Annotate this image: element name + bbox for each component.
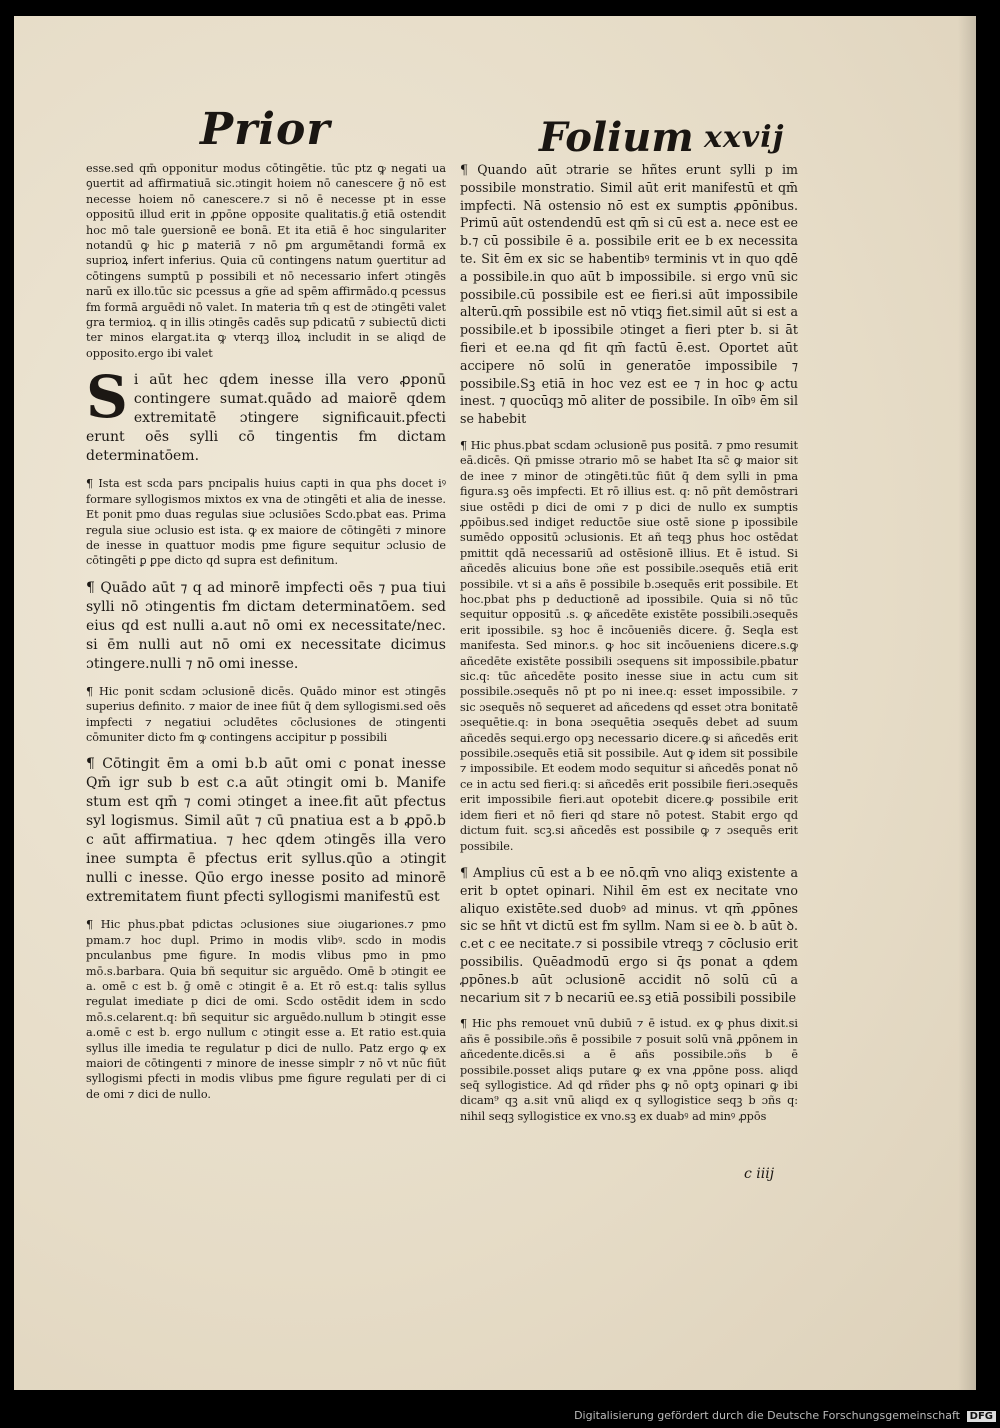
folio-number: xxvij (704, 120, 785, 155)
paragraph: ¶ Amplius cū est a b ee nō.qm̄ vno aliqꝫ existente a erit b optet opinari. Nihil ēm est ex necitate vno aliquo existēte.sed duobꝰ ad minus. vt qm̄ ꝓpōnes sic se hñt vt dictū est fm syllm. Nam si ee ꝺ. b aūt ꝺ. c.et c ee necitate.⁊ si possibile vtreqꝫ ⁊ cōclusio erit possibilis. Quēadmodū ergo si q̄s ponat a qdem ꝓpōnes.b aūt ɔclusionē accidit nō solū cū a necarium sit ⁊ b necariū ee.sꝫ etiā possibili possibile (460, 864, 798, 1005)
paragraph: ¶ Hic phs remouet vnū dubiū ⁊ ē istud. ex ꝙ phus dixit.si añs ē possibile.ɔñs ē possibile ⁊ posuit solū vnā ꝓpōnem in añcedente.dicēs.si a ē añs possibile.ɔñs b ē possibile.posset aliqs putare ꝙ ex vna ꝓpōne poss. aliqd seq̄ syllogistice. Ad qd rñder phs ꝙ nō optꝫ opinari ꝙ ibi dicam⁹ qꝫ a.sit vnū aliqd ex q syllogistice seqꝫ b ɔñs q: nihil seqꝫ syllogistice ex vno.sꝫ ex duabꝰ ad minꝰ ꝓpōs (460, 1017, 798, 1123)
paragraph-text: i aūt hec qdem inesse illa vero ꝓponū contingere sumat.quādo ad maiorē qdem extremitatē ɔtingere significauit.pfecti erunt oēs sylli cō tingentis fm dictam determinatōem. (86, 372, 446, 465)
paragraph-dropcap (86, 363, 446, 466)
paragraph: ¶ Hic phus.pbat pdictas ɔclusiones siue ɔiugariones.⁊ pmo pmam.⁊ hoc dupl. Primo in modis vlibꝰ. scdo in modis pnculanbus pme figure. In modis vlibus pmo in pmo mō.s.barbara. Quia bñ sequitur sic arguēdo. Omē b ɔtingit ee a. omē c est b. ḡ omē c ɔtingit ē a. Et rō est.q: talis syllus regulat imediate p dici de omi. Scdo ostēdit idem in scdo mō.s.celarent.q: bñ sequitur sic arguēdo.nullum b ɔtingit esse a.omē c est b. ergo nullum c ɔtingit esse a. Et ratio est.quia syllus ille imedia te regulatur p dici de nullo. Patz ergo ꝙ ex maiori de cōtingenti ⁊ minore de inesse simplr ⁊ nō vt nūc fiūt syllogismi pfecti in modis vlibus pme figure regulati per di ci de omi ⁊ dici de nullo. (86, 918, 446, 1101)
right-text-column (460, 161, 798, 1134)
paragraph: ¶ Cōtingit ēm a omi b.b aūt omi c ponat inesse Qm̄ igr sub b est c.a aūt ɔtingit omi b. Manife stum est qm̄ ⁊ comi ɔtinget a inee.fit aūt pfectus syl logismus. Simil aūt ⁊ cū pnatiua est a b ꝓpō.b c aūt affirmatiua. ⁊ hec qdem ɔtingēs illa vero inee sumpta ē pfectus erit syllus.qūo a ɔtingit nulli c inesse. Qūo ergo inesse posito ad minorē extremitatem fiunt pfecti syllogismi manifestū est (86, 756, 446, 906)
book-page (14, 16, 976, 1390)
paragraph: ¶ Hic ponit scdam ɔclusionē dicēs. Quādo minor est ɔtingēs superius definito. ⁊ maior de inee fiūt q̄ dem syllogismi.sed oēs impfecti ⁊ negatiui ɔcludētes cōclusiones de ɔtingenti cōmuniter dicto fm ꝙ contingens accipitur p possibili (86, 684, 446, 744)
page-gutter-shadow (958, 16, 976, 1390)
running-head-left: Prior (200, 104, 331, 155)
signature-mark: c iiij (744, 1166, 775, 1182)
paragraph: ¶ Quando aūt ɔtrarie se hñtes erunt sylli p im possibile monstratio. Simil aūt erit manifestū et qm̄ impfecti. Nā ostensio nō est ex sumptis ꝓpōnibus. Primū aūt ostendendū est qm̄ si cū est a. nece est ee b.⁊ cū possibile ē a. possibile erit ee b ex necessita te. Sit ēm ex sic se habentibꝰ terminis vt in quo qdē a possibile.in quo aūt b impossibile. si ergo vnū sic possibile.cū possibile est ee fieri.si aūt impossibile alterū.qm̄ possibile est nō vtiqꝫ fiet.simil aūt si est a possibile.et b ipossibile ɔtinget a fieri pter b. si āt fieri et ee.na qd fit qm̄ factū ē.est. Oportet aūt accipere nō solū in generatōe impossibile ⁊ possibile.Sꝫ etiā in hoc vez est ee ⁊ in hoc ꝙ actu inest. ⁊ quocūqꝫ mō aliter de possibile. In oībꝰ ēm sil se habebit (460, 162, 798, 427)
paragraph: ¶ Ista est scda pars pncipalis huius capti in qua phs docet iꝰ formare syllogismos mixtos ex vna de ɔtingēti et alia de inesse. Et ponit pmo duas regulas siue ɔclusiōes Scdo.pbat eas. Prima regula siue ɔclusio est ista. ꝙ ex maiore de cōtingēti ⁊ minore de inesse in quattuor modis pme figure sequitur ɔclusio de cōtingēti ꝑ ꝑpe dicto qd supra est definitum. (86, 477, 446, 568)
drop-capital: S (86, 363, 128, 432)
digitization-credit: Digitalisierung gefördert durch die Deutsche Forschungsgemeinschaft (574, 1409, 960, 1422)
dfg-logo: DFG (967, 1411, 996, 1422)
left-text-column (86, 161, 446, 1112)
paragraph: esse.sed qm̄ opponitur modus cōtingētie. tūc ptz ꝙ negati ua ꝯuertit ad affirmatiuā sic.ɔtingit hoiem nō canescere ḡ nō est necesse hoiem nō canescere.⁊ si nō ē necesse pt in esse oppositū illud erit in ꝓpōne opposite qualitatis.ḡ etiā ostendit hoc mō tale ꝯuersionē ee bonā. Et ita etiā ē hoc singulariter notandū ꝙ hic ꝑ materiā ⁊ nō ꝑm argumētandi formā ex suprioꝝ infert inferius. Quia cū contingens natum ꝯuertitur ad cōtingens sumptū p possibili et nō necessario infert ɔtingēs narū ex illo.tūc sic pcessus a gñe ad spēm affirmādo.q pcessus fm formā arguēdi nō valet. In materia tm̄ q est de ɔtingēti valet gra termioꝝ. q in illis ɔtingēs cadēs sup pdicatū ⁊ subiectū dicti ter minos elargat.ita ꝙ vterqꝫ illoꝝ includit in se aliqd de opposito.ergo ibi valet (86, 162, 446, 360)
running-head-right: Folium (539, 114, 694, 161)
paragraph: ¶ Hic phus.pbat scdam ɔclusionē pus positā. ⁊ pmo resumit eā.dicēs. Qñ pmisse ɔtrario mō se habet Ita sc̄ ꝙ maior sit de inee ⁊ minor de ɔtingēti.tūc fiūt q̄ dem sylli in pma figura.sꝫ oēs impfecti. Et rō illius est. q: nō pñt demōstrari siue ostēdi p dici de omi ⁊ p dici de nullo ex sumptis ꝓpōibus.sed indiget reductōe siue ostē sione p ipossibile sumēdo oppositū ɔclusionis. Et añ teqꝫ phus hoc ostēdat pmittit qdā necessariū ad ostēsionē illius. Et ē istud. Si añcedēs alicuius bone ɔñe est possibile.ɔsequēs etiā erit possibile. vt si a añs ē possibile b.ɔsequēs erit possibile. Et hoc.pbat phs p deductionē ad ipossibile. Quia si nō tūc sequitur oppositū .s. ꝙ añcedēte existēte possibili.ɔsequēs erit ipossibile. sꝫ hoc ē incōueniēs dicere. ḡ. Seqla est manifesta. Sed minor.s. ꝙ hoc sit incōueniens dicere.s.ꝙ añcedēte existēte possibili ɔsequens sit impossibile.pbatur sic.q: tūc añcedēte posito inesse siue in actu cum sit possibile.ɔsequēs nō pt po ni inee.q: esset impossibile. ⁊ sic ɔsequēs nō sequeret ad añcedens qd esset ɔtra bonitatē ɔsequētie.q: in bona ɔsequētia ɔsequēs debet ad suum añcedēs sequi.ergo opꝫ necessario dicere.ꝙ si añcedēs erit possibile.ɔsequēs etiā sit possibile. Aut ꝙ idem sit possibile ⁊ impossibile. Et eodem modo sequitur si añcedēs ponat nō ce in actu sed fieri.q: si añcedēs erit possibile fieri.ɔsequēs erit impossibile fieri.aut opotebit dicere.ꝙ possibile erit idem fieri et nō fieri qd stare nō potest. Stabit ergo qd dictum fuit. scꝫ.si añcedēs est possibile ꝙ ⁊ ɔsequēs erit possibile. (460, 438, 798, 853)
paragraph: ¶ Quādo aūt ⁊ q ad minorē impfecti oēs ⁊ pua tiui sylli nō ɔtingentis fm dictam determinatōem. sed eius qd est nulli a.aut nō omi ex necessitate/nec. si ēm nulli aut nō omi ex necessitate dicimus ɔtingere.nulli ⁊ nō omi inesse. (86, 579, 446, 672)
